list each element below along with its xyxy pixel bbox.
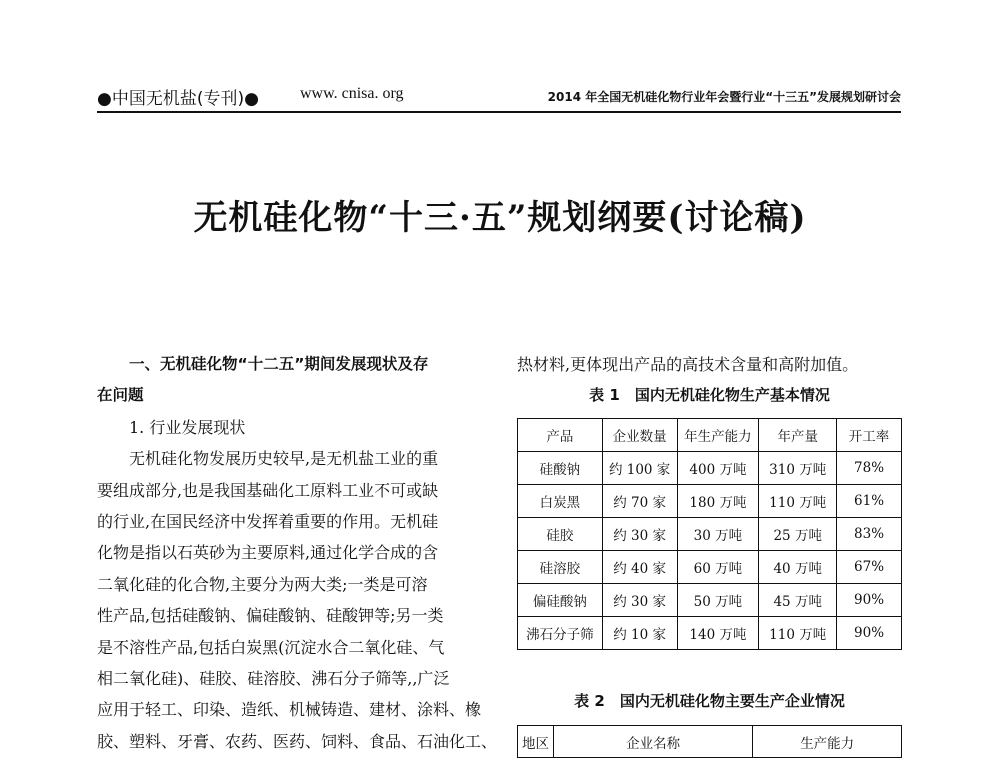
- body-text-line: 无机硅化物发展历史较早,是无机盐工业的重: [129, 449, 439, 469]
- header-rule: [97, 111, 901, 113]
- body-text-line: 的行业,在国民经济中发挥着重要的作用。无机硅: [97, 512, 439, 532]
- table-cell: 40 万吨: [759, 551, 837, 584]
- body-text-line: 应用于轻工、印染、造纸、机械铸造、建材、涂料、橡: [97, 700, 482, 720]
- table-cell: 180 万吨: [677, 485, 759, 518]
- table1-header-cell: 产品: [518, 419, 603, 452]
- table2: [517, 725, 902, 758]
- body-text-line: 化物是指以石英砂为主要原料,通过化学合成的含: [97, 543, 439, 563]
- table-cell: 78%: [837, 452, 902, 485]
- table-cell: 25 万吨: [759, 518, 837, 551]
- table2-header-cell: 生产能力: [753, 726, 902, 758]
- table-cell: 约 30 家: [602, 584, 677, 617]
- table-cell: 约 40 家: [602, 551, 677, 584]
- table-cell: 60 万吨: [677, 551, 759, 584]
- table-cell: 67%: [837, 551, 902, 584]
- article-title: 无机硅化物“十三·五”规划纲要(讨论稿): [193, 198, 807, 238]
- section-heading-line: 在问题: [97, 386, 144, 405]
- table-cell: 沸石分子筛: [518, 617, 603, 650]
- section-heading-line: 一、无机硅化物“十二五”期间发展现状及存: [129, 355, 429, 373]
- table-cell: 90%: [837, 584, 902, 617]
- table-cell: 140 万吨: [677, 617, 759, 650]
- table-cell: 约 30 家: [602, 518, 677, 551]
- table-cell: 约 70 家: [602, 485, 677, 518]
- table2-header-cell: 地区: [518, 726, 554, 758]
- intro-line: 热材料,更体现出产品的高技术含量和高附加值。: [517, 355, 859, 374]
- body-text-line: 相二氧化硅)、硅胶、硅溶胶、沸石分子筛等,,广泛: [97, 669, 450, 689]
- table-cell: 约 10 家: [602, 617, 677, 650]
- table-row: [518, 551, 902, 584]
- table-cell: 约 100 家: [602, 452, 677, 485]
- table-cell: 硅胶: [518, 518, 603, 551]
- body-text-line: 1. 行业发展现状: [129, 417, 246, 437]
- event-title: 2014 年全国无机硅化物行业年会暨行业“十三五”发展规划研讨会: [547, 90, 901, 104]
- table2-header-cell: 企业名称: [553, 726, 752, 758]
- table1-header-cell: 开工率: [837, 419, 902, 452]
- table-row: [518, 584, 902, 617]
- body-text-line: 是不溶性产品,包括白炭黑(沉淀水合二氧化硅、气: [97, 637, 445, 657]
- table-cell: 83%: [837, 518, 902, 551]
- table-cell: 硅酸钠: [518, 452, 603, 485]
- table-row: [518, 452, 902, 485]
- right-column: [517, 349, 902, 412]
- journal-url[interactable]: www. cnisa. org: [300, 85, 404, 102]
- table-cell: 30 万吨: [677, 518, 759, 551]
- body-text-line: 二氧化硅的化合物,主要分为两大类;一类是可溶: [97, 574, 428, 594]
- table1-header-cell: 年生产能力: [677, 419, 759, 452]
- table-cell: 50 万吨: [677, 584, 759, 617]
- table1-header-cell: 企业数量: [602, 419, 677, 452]
- body-text-line: 要组成部分,也是我国基础化工原料工业不可或缺: [97, 480, 439, 500]
- table-cell: 白炭黑: [518, 485, 603, 518]
- table-cell: 90%: [837, 617, 902, 650]
- table-cell: 310 万吨: [759, 452, 837, 485]
- table-cell: 61%: [837, 485, 902, 518]
- table-cell: 110 万吨: [759, 485, 837, 518]
- body-text-line: 胶、塑料、牙膏、农药、医药、饲料、食品、石油化工、: [97, 731, 498, 751]
- table1-header-cell: 年产量: [759, 419, 837, 452]
- table-row: [518, 518, 902, 551]
- table2-header-row: [518, 726, 902, 758]
- table1-header-row: [518, 419, 902, 452]
- table-row: [518, 485, 902, 518]
- table-cell: 45 万吨: [759, 584, 837, 617]
- table-cell: 偏硅酸钠: [518, 584, 603, 617]
- journal-name: ●中国无机盐(专刊)●: [97, 89, 259, 109]
- table-cell: 400 万吨: [677, 452, 759, 485]
- body-text-line: 性产品,包括硅酸钠、偏硅酸钠、硅酸钾等;另一类: [97, 606, 444, 626]
- table-cell: 110 万吨: [759, 617, 837, 650]
- left-column: [97, 349, 498, 757]
- table1: [517, 418, 902, 650]
- table2-caption: 表 2 国内无机硅化物主要生产企业情况: [574, 692, 845, 710]
- table1-caption: 表 1 国内无机硅化物生产基本情况: [589, 386, 830, 405]
- table-cell: 硅溶胶: [518, 551, 603, 584]
- table-row: [518, 617, 902, 650]
